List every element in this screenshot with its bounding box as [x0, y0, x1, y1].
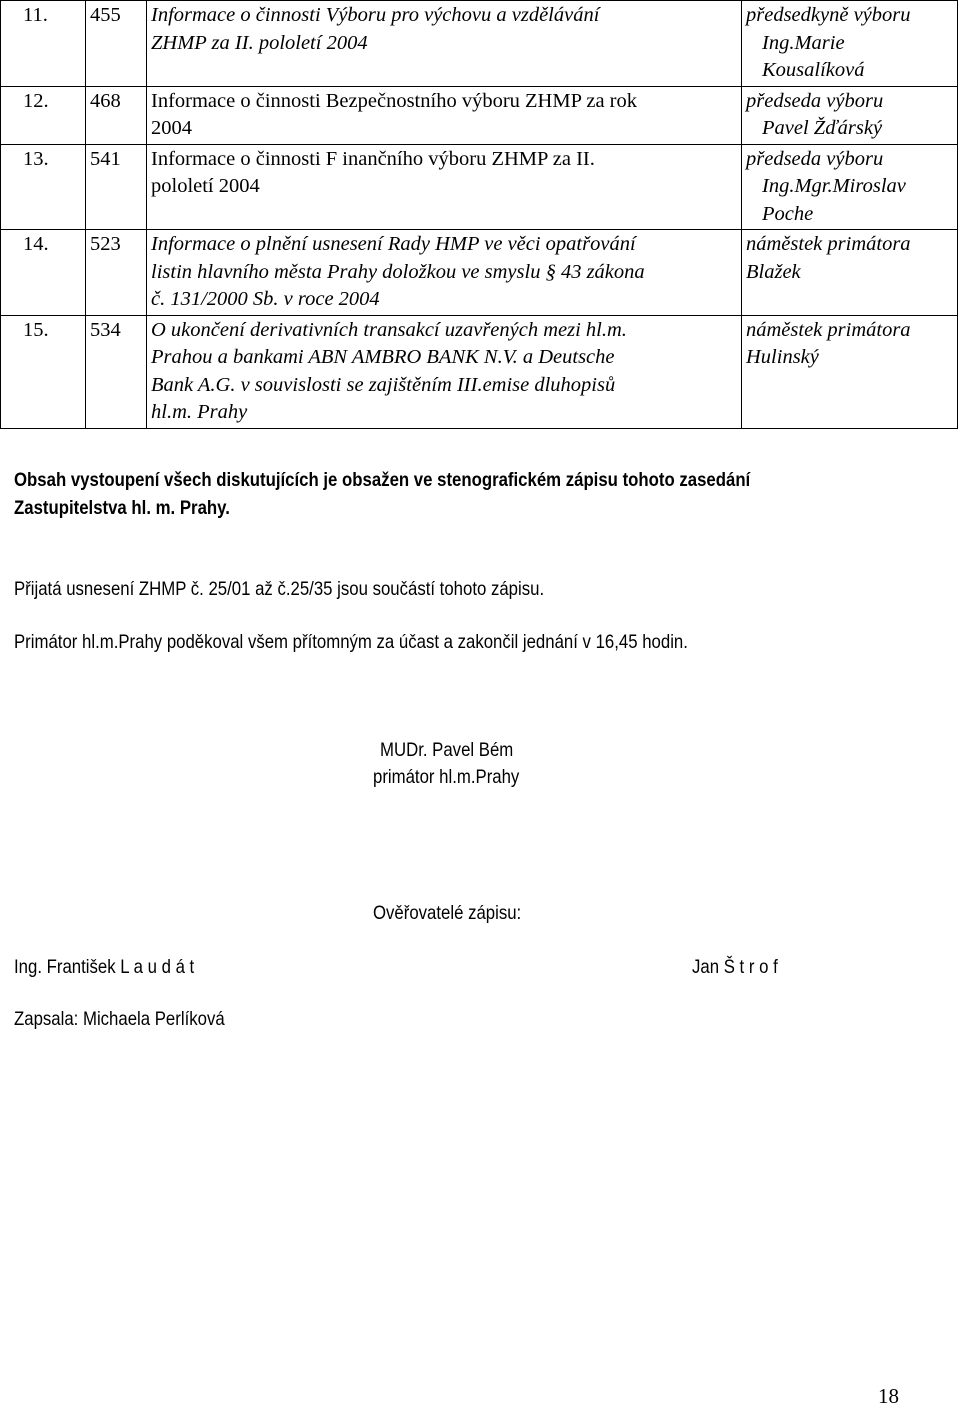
- subject-line: 2004: [151, 117, 192, 139]
- responsible-line: předsedkyně výboru: [746, 4, 911, 26]
- signature-name: [380, 737, 535, 763]
- agenda-number: 12.: [1, 86, 86, 144]
- recorder: [14, 1006, 259, 1032]
- agenda-row: [1, 144, 958, 230]
- agenda-number: 11.: [1, 1, 86, 87]
- agenda-table: [0, 0, 958, 429]
- responsible-line: Hulinský: [746, 346, 819, 368]
- closing-text: [14, 629, 798, 655]
- subject-line: ZHMP za II. pololetí 2004: [151, 31, 368, 54]
- subject-line: č. 131/2000 Sb. v roce 2004: [151, 288, 380, 310]
- subject-line: Informace o činnosti Bezpečnostního výboru ZHMP za rok: [151, 89, 637, 112]
- agenda-row: [1, 315, 958, 428]
- notice-line: Zastupitelstva hl. m. Prahy.: [14, 497, 230, 519]
- agenda-row: [1, 230, 958, 316]
- recorder-text: Zapsala: Michaela Perlíková: [14, 1008, 225, 1030]
- agenda-number: 13.: [1, 144, 86, 230]
- agenda-code: 468: [86, 86, 147, 144]
- signature-name-text: MUDr. Pavel Bém: [380, 739, 514, 761]
- subject-line: Informace o činnosti F inančního výboru ZHMP za II.: [151, 147, 595, 170]
- responsible-line: Pavel Žďárský: [762, 117, 883, 139]
- responsible-line: náměstek primátora: [746, 233, 911, 255]
- responsible-line: Kousalíková: [762, 59, 865, 81]
- resolutions-text: [14, 576, 630, 602]
- agenda-responsible: [742, 86, 958, 144]
- agenda-code: 523: [86, 230, 147, 316]
- agenda-code: 534: [86, 315, 147, 428]
- responsible-line: Ing.Marie: [762, 31, 845, 54]
- agenda-subject: [147, 230, 742, 316]
- page-number: 18: [878, 1384, 899, 1408]
- signature-title: [373, 764, 543, 790]
- signature-title-text: primátor hl.m.Prahy: [373, 766, 520, 788]
- agenda-code: 541: [86, 144, 147, 230]
- subject-line: pololetí 2004: [151, 175, 260, 197]
- agenda-subject: [147, 1, 742, 87]
- agenda-responsible: [742, 230, 958, 316]
- agenda-code: 455: [86, 1, 147, 87]
- agenda-responsible: [742, 1, 958, 87]
- verifiers-heading-text: Ověřovatelé zápisu:: [373, 902, 522, 924]
- closing-line: Primátor hl.m.Prahy poděkoval všem přítomným za účast a zakončil jednání v 16,45 hodin.: [14, 631, 688, 653]
- verifier-left: [14, 954, 224, 980]
- verifiers-heading: [373, 900, 545, 926]
- subject-line: hl.m. Prahy: [151, 401, 248, 423]
- responsible-line: předseda výboru: [746, 89, 884, 112]
- stenographic-notice: [14, 466, 870, 522]
- responsible-line: Ing.Mgr.Miroslav: [762, 175, 906, 197]
- responsible-line: Blažek: [746, 260, 801, 283]
- subject-line: Bank A.G. v souvislosti se zajištěním III.emise dluhopisů: [151, 373, 616, 396]
- agenda-responsible: [742, 144, 958, 230]
- subject-line: O ukončení derivativních transakcí uzavřených mezi hl.m.: [151, 318, 627, 341]
- verifier-left-text: Ing. František L a u d á t: [14, 956, 195, 978]
- responsible-line: náměstek primátora: [746, 318, 911, 341]
- verifier-right-text: Jan Š t r o f: [692, 956, 778, 978]
- subject-line: Prahou a bankami ABN AMBRO BANK N.V. a Deutsche: [151, 346, 615, 368]
- agenda-number: 15.: [1, 315, 86, 428]
- subject-line: Informace o plnění usnesení Rady HMP ve věci opatřování: [151, 233, 636, 255]
- subject-line: listin hlavního města Prahy doložkou ve smyslu § 43 zákona: [151, 260, 645, 283]
- agenda-subject: [147, 144, 742, 230]
- agenda-responsible: [742, 315, 958, 428]
- responsible-line: Poche: [762, 202, 814, 225]
- agenda-subject: [147, 315, 742, 428]
- notice-line: Obsah vystoupení všech diskutujících je obsažen ve stenografickém zápisu tohoto zasedání: [14, 469, 751, 491]
- agenda-row: [1, 86, 958, 144]
- agenda-subject: [147, 86, 742, 144]
- subject-line: Informace o činnosti Výboru pro výchovu a vzdělávání: [151, 4, 600, 26]
- agenda-row: [1, 1, 958, 87]
- responsible-line: předseda výboru: [746, 147, 884, 170]
- agenda-number: 14.: [1, 230, 86, 316]
- verifier-right: [692, 954, 792, 980]
- resolutions-line: Přijatá usnesení ZHMP č. 25/01 až č.25/35 jsou součástí tohoto zápisu.: [14, 578, 545, 600]
